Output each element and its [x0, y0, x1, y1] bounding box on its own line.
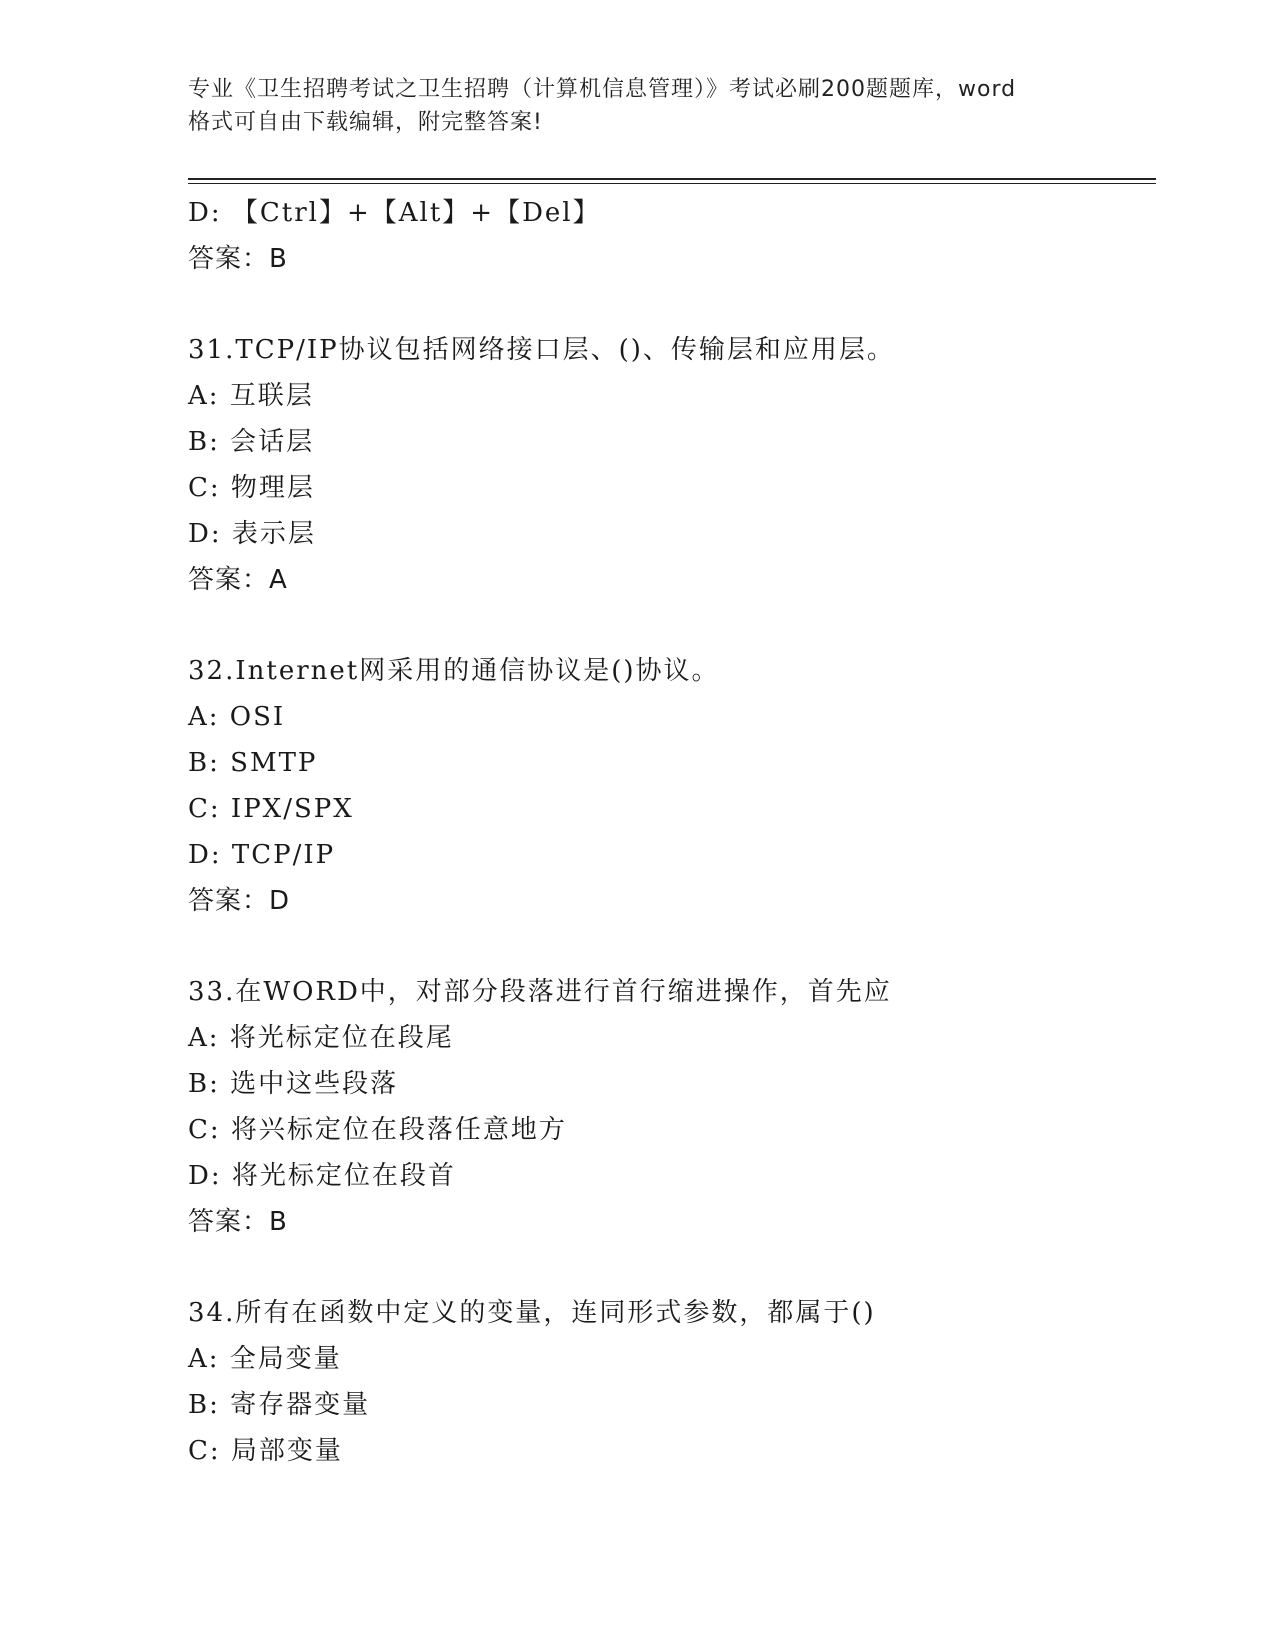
option-c: C: 局部变量 [188, 1436, 343, 1466]
option-b: B: SMTP [188, 748, 318, 778]
option-a: A: OSI [188, 702, 286, 732]
question-33 [188, 969, 1156, 1245]
question-title: 33.在WORD中，对部分段落进行首行缩进操作，首先应 [188, 977, 892, 1007]
answer: 答案：A [188, 565, 288, 595]
spacer [188, 282, 1156, 327]
option-d: D: TCP/IP [188, 840, 336, 870]
option-a: A: 互联层 [188, 381, 314, 411]
question-title: 31.TCP/IP协议包括网络接口层、()、传输层和应用层。 [188, 335, 895, 365]
header-rule-thick [188, 178, 1156, 180]
question-title: 34.所有在函数中定义的变量，连同形式参数，都属于() [188, 1298, 876, 1328]
question-31 [188, 327, 1156, 603]
option-c: C: IPX/SPX [188, 794, 354, 824]
header-rule-thin [188, 183, 1156, 184]
option-a: A: 全局变量 [188, 1344, 342, 1374]
answer: 答案：B [188, 244, 288, 274]
header-line-2: 格式可自由下载编辑，附完整答案! [188, 110, 543, 135]
option-b: B: 会话层 [188, 427, 315, 457]
option-d: D: 表示层 [188, 519, 316, 549]
document-header [188, 73, 1088, 139]
option-d: D: 将光标定位在段首 [188, 1161, 456, 1191]
option-c: C: 将兴标定位在段落任意地方 [188, 1115, 567, 1145]
question-list [188, 190, 1156, 1474]
spacer [188, 603, 1156, 648]
header-line-1: 专业《卫生招聘考试之卫生招聘（计算机信息管理）》考试必刷200题题库，word [188, 77, 1017, 102]
option-d: D: 【Ctrl】+【Alt】+【Del】 [188, 198, 601, 228]
option-b: B: 选中这些段落 [188, 1069, 399, 1099]
question-title: 32.Internet网采用的通信协议是()协议。 [188, 656, 720, 686]
spacer [188, 924, 1156, 969]
question-34 [188, 1290, 1156, 1474]
spacer [188, 1245, 1156, 1290]
option-b: B: 寄存器变量 [188, 1390, 371, 1420]
option-a: A: 将光标定位在段尾 [188, 1023, 454, 1053]
option-c: C: 物理层 [188, 473, 315, 503]
answer: 答案：D [188, 886, 291, 916]
question-32 [188, 648, 1156, 924]
answer: 答案：B [188, 1207, 288, 1237]
